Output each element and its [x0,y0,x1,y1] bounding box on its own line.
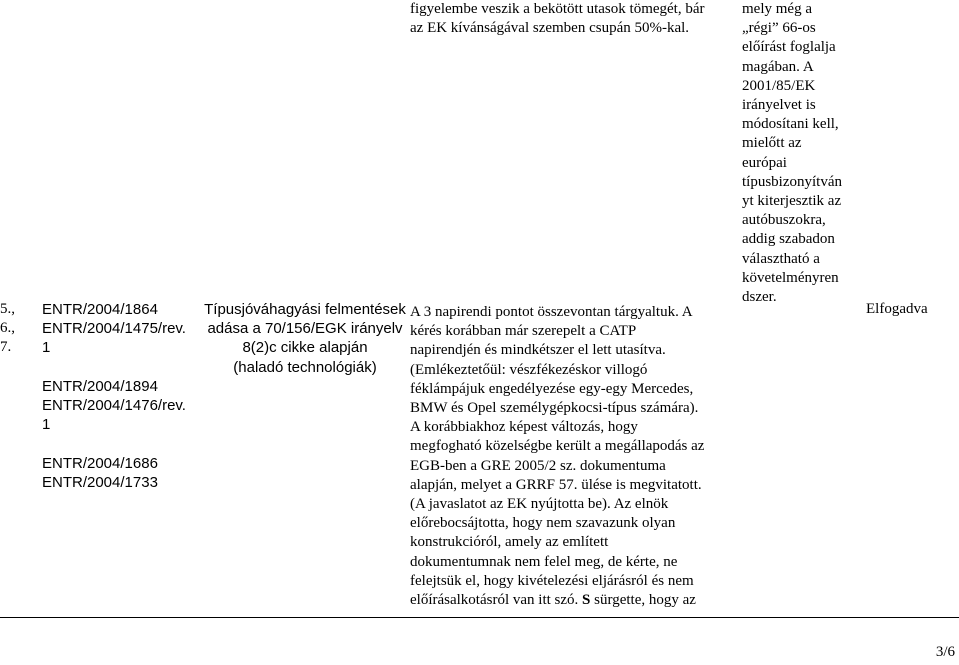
discussion-line: dokumentumnak nem felel meg, de kérte, ne [410,553,678,570]
position-cell [742,0,857,307]
row-number-line: 7. [0,339,12,356]
position-line: mely még a [742,1,812,17]
position-line: választható a [742,250,820,267]
position-line: mielőtt az [742,135,802,152]
position-line: előírást foglalja [742,39,836,56]
discussion-cell [410,303,740,610]
footer-divider [0,617,959,618]
discussion-line: féklámpájuk engedélyezése egy-egy Mercedes, [410,380,694,397]
discussion-line: figyelembe veszik a bekötött utasok tömegét, bár [410,1,705,17]
position-line: 2001/85/EK [742,77,816,94]
reference-line: ENTR/2004/1476/rev. [42,397,186,415]
position-line: követelményren [742,269,839,286]
reference-line: ENTR/2004/1733 [42,473,158,491]
discussion-line: napirendjén és mindkétszer el lett utasítva. [410,342,666,359]
discussion-line: (A javaslatot az EK nyújtotta be). Az elnök [410,496,669,513]
subject-line: (haladó technológiák) [233,358,377,376]
discussion-line: konstrukcióról, amely az említett [410,534,609,551]
discussion-line: felejtsük el, hogy kivételezési eljárásról és nem [410,572,694,589]
decision-text: Elfogadva [866,301,928,317]
discussion-line: A korábbiakhoz képest változás, hogy [410,419,638,436]
reference-line [42,434,202,453]
row-number-line: 6., [0,320,15,337]
discussion-line: alapján, melyet a GRRF 57. ülése is megvitatott. [410,476,702,493]
decision-cell [866,300,956,319]
position-line: európai [742,154,787,171]
previous-discussion-tail [410,0,740,38]
position-line: „régi” 66-os [742,20,816,37]
discussion-line: az EK kívánságával szemben csupán 50%-kal. [410,20,690,37]
position-line: módosítani kell, [742,116,839,133]
speaker-initial: S [582,592,591,609]
subject-line: Típusjóváhagyási felmentések [204,301,406,318]
position-line: magában. A [742,58,814,75]
subject-cell [200,300,410,377]
reference-line: ENTR/2004/1686 [42,454,158,472]
position-line: típusbizonyítván [742,173,842,190]
subject-line: adása a 70/156/EGK irányelv [207,320,403,338]
position-line: yt kiterjesztik az [742,193,842,210]
discussion-text: sürgette, hogy az [590,592,696,609]
reference-line: ENTR/2004/1864 [42,301,158,318]
reference-line: ENTR/2004/1894 [42,377,158,395]
discussion-line: BMW és Opel személygépkocsi-típus számára). [410,400,699,417]
discussion-line: A 3 napirendi pontot összevontan tárgyaltuk. A [410,304,693,320]
discussion-line: előrebocsájtotta, hogy nem szavazunk olyan [410,515,676,532]
discussion-line: megfogható közelségbe került a megállapodás az [410,438,705,455]
subject-line: 8(2)c cikke alapján [242,339,368,357]
discussion-line: (Emlékeztetőül: vészfékezéskor villogó [410,361,648,378]
position-line: autóbuszokra, [742,212,826,229]
discussion-line: kérés korábban már szerepelt a CATP [410,323,637,340]
discussion-line [410,591,740,610]
position-line: addig szabadon [742,231,835,248]
row-number-cell [0,300,30,358]
discussion-text: előírásalkotásról van itt szó. [410,592,583,609]
discussion-line: EGB-ben a GRE 2005/2 sz. dokumentuma [410,457,666,474]
page-number: 3/6 [935,644,955,660]
reference-line: 1 [42,339,51,357]
reference-line: ENTR/2004/1475/rev. [42,320,186,338]
reference-line [42,358,202,377]
position-line: dszer. [742,289,777,306]
position-line: irányelvet is [742,97,816,114]
row-number-line: 5., [0,301,15,317]
reference-line: 1 [42,416,51,434]
reference-cell [42,300,202,492]
